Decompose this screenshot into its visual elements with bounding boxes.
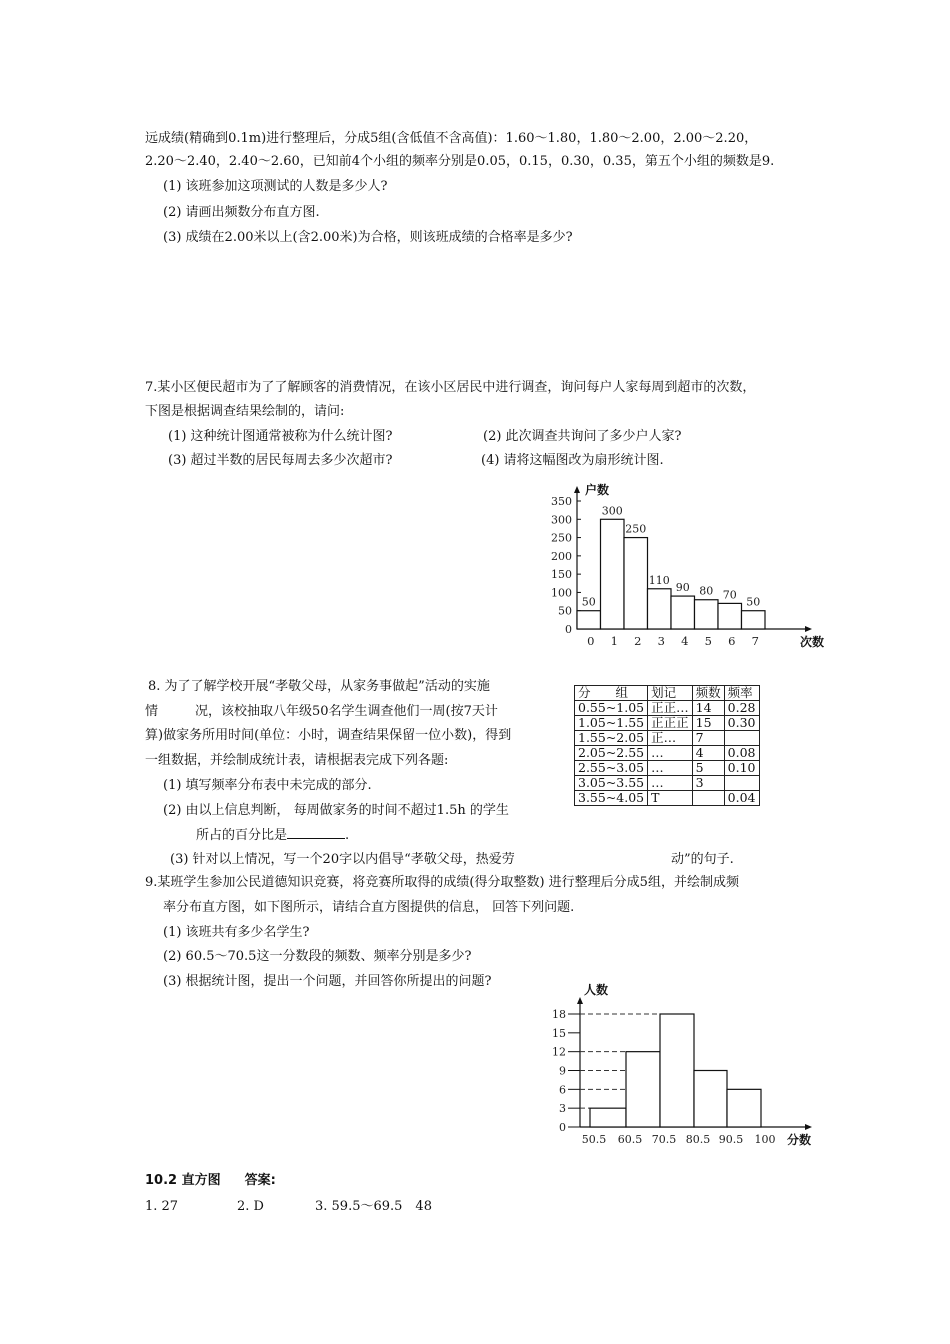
y-axis-arrow (574, 486, 580, 493)
q8-sub2-answer (196, 826, 349, 845)
q7-line1: 7.某小区便民超市为了了解顾客的消费情况，在该小区居民中进行调查，询问每户人家每周到超市的次数， (145, 380, 756, 395)
y-axis-arrow (577, 997, 583, 1004)
answer-3: 3. 59.5～69.5 48 (315, 1199, 432, 1214)
x-tick-label: 0 (587, 634, 595, 648)
x-tick-label: 1 (610, 634, 618, 648)
table-row (575, 776, 760, 791)
table-row (575, 761, 760, 776)
table-header-cell: 划记 (648, 686, 693, 701)
bar (671, 596, 695, 629)
bar-data-label: 80 (699, 584, 714, 598)
table-cell: 0.04 (724, 791, 759, 806)
q8-line1: 8. 为了了解学校开展“孝敬父母，从家务事做起”活动的实施 (148, 679, 490, 694)
y-tick-label: 9 (559, 1064, 566, 1078)
answers-title: 10.2 直方图 (145, 1173, 221, 1188)
table-cell: 14 (692, 701, 724, 716)
q7-sub4: (4) 请将这幅图改为扇形统计图. (481, 453, 664, 468)
y-tick-label: 250 (551, 531, 572, 545)
table-cell: 15 (692, 716, 724, 731)
table-cell: 0.10 (724, 761, 759, 776)
table-cell: 3.55~4.05 (575, 791, 648, 806)
histogram-bar (694, 1071, 727, 1128)
x-tick-label: 5 (704, 634, 712, 648)
q8-line4: 一组数据，并绘制成统计表，请根据表完成下列各题: (145, 753, 449, 768)
table-header-cell: 分 组 (575, 686, 648, 701)
q8-sub2: (2) 由以上信息判断， 每周做家务的时间不超过1.5h 的学生 (163, 803, 509, 818)
table-cell (724, 776, 759, 791)
y-tick-label: 18 (552, 1008, 566, 1021)
y-tick-label: 0 (559, 1121, 566, 1134)
x-tick-label: 7 (751, 634, 759, 648)
x-axis-label: 分数 (787, 1133, 812, 1147)
bar (742, 611, 766, 629)
x-tick-label: 100 (754, 1133, 776, 1146)
q9-sub2: (2) 60.5～70.5这一分数段的频数、频率分别是多少? (163, 949, 472, 964)
x-axis-label: 次数 (800, 635, 825, 649)
table-row (575, 731, 760, 746)
table-cell: 0.55~1.05 (575, 701, 648, 716)
y-tick-label: 150 (551, 568, 572, 582)
table-cell: 1.05~1.55 (575, 716, 648, 731)
frequency-table (574, 685, 760, 806)
bar (624, 538, 648, 629)
q8-sub2b: 所占的百分比是 (196, 828, 288, 843)
bar-data-label: 50 (746, 595, 761, 609)
y-tick-label: 100 (551, 586, 572, 600)
table-row (575, 791, 760, 806)
q6-line2: 2.20～2.40，2.40～2.60，已知前4个小组的频率分别是0.05，0.15，0.30，0.35，第五个小组的频数是9. (145, 154, 775, 169)
table-cell: 正… (648, 731, 693, 746)
q8-sub1: (1) 填写频率分布表中未完成的部分. (163, 778, 372, 793)
table-cell: 7 (692, 731, 724, 746)
x-tick-label: 60.5 (617, 1133, 643, 1146)
q7-sub1: (1) 这种统计图通常被称为什么统计图? (168, 429, 393, 444)
x-tick-label: 90.5 (718, 1133, 744, 1146)
bar-data-label: 250 (625, 522, 647, 536)
bar-data-label: 110 (648, 573, 670, 587)
answer-blank[interactable] (287, 826, 345, 839)
table-header-cell: 频数 (692, 686, 724, 701)
x-tick-label: 4 (681, 634, 689, 648)
bar-data-label: 70 (722, 588, 737, 602)
table-cell: 1.55~2.05 (575, 731, 648, 746)
table-row (575, 701, 760, 716)
q6-sub2: (2) 请画出频数分布直方图. (163, 205, 320, 220)
answer-2: 2. D (237, 1199, 264, 1214)
chart-score-histogram (545, 983, 825, 1155)
y-axis-label: 人数 (584, 983, 609, 997)
q7-line2: 下图是根据调查结果绘制的，请问: (145, 404, 345, 419)
bar (648, 589, 672, 629)
table-cell: 正正正 (648, 716, 693, 731)
table-cell: 2.05~2.55 (575, 746, 648, 761)
y-tick-label: 350 (551, 495, 572, 508)
q7-sub2: (2) 此次调查共询问了多少户人家? (483, 429, 682, 444)
table-cell: 3.05~3.55 (575, 776, 648, 791)
table-cell: T (648, 791, 693, 806)
y-tick-label: 3 (559, 1102, 566, 1116)
q9-line1: 9.某班学生参加公民道德知识竞赛，将竞赛所取得的成绩(得分取整数) 进行整理后分成5组，并绘制成频 (145, 875, 739, 890)
y-tick-label: 0 (565, 623, 572, 636)
q9-sub3: (3) 根据统计图，提出一个问题，并回答你所提出的问题? (163, 974, 492, 989)
x-axis-arrow (805, 1124, 812, 1130)
x-tick-label: 6 (728, 634, 736, 648)
table-header-cell: 频率 (724, 686, 759, 701)
bar-data-label: 50 (581, 595, 596, 609)
x-tick-label: 2 (634, 634, 642, 648)
bar (718, 603, 742, 629)
table-row (575, 746, 760, 761)
table-cell: 3 (692, 776, 724, 791)
y-tick-label: 200 (551, 549, 572, 563)
bar (695, 600, 719, 629)
q8-sub3b: 动”的句子. (671, 852, 734, 867)
q9-sub1: (1) 该班共有多少名学生? (163, 925, 310, 940)
q6-sub3: (3) 成绩在2.00米以上(含2.00米)为合格，则该班成绩的合格率是多少? (163, 230, 573, 245)
chart-household-visits (540, 475, 825, 655)
table-cell: 正正… (648, 701, 693, 716)
table-cell: 0.30 (724, 716, 759, 731)
q8-line2b: 况，该校抽取八年级50名学生调查他们一周(按7天计 (195, 704, 498, 719)
bar-data-label: 300 (601, 504, 623, 518)
table-cell: … (648, 776, 693, 791)
histogram-bar (727, 1089, 761, 1127)
bar-data-label: 90 (675, 581, 690, 595)
table-cell: … (648, 746, 693, 761)
answer-1: 1. 27 (145, 1199, 179, 1214)
x-tick-label: 70.5 (651, 1133, 677, 1146)
x-tick-label: 50.5 (581, 1133, 607, 1146)
table-header-row (575, 686, 760, 701)
table-cell: 0.08 (724, 746, 759, 761)
q6-line1: 远成绩(精确到0.1m)进行整理后，分成5组(含低值不含高值)：1.60～1.80，1.80～2.00，2.00～2.20， (145, 131, 758, 146)
histogram-bar (626, 1052, 660, 1127)
table-cell (692, 791, 724, 806)
histogram-bar (660, 1014, 694, 1127)
q9-line2: 率分布直方图，如下图所示，请结合直方图提供的信息， 回答下列问题. (163, 900, 575, 915)
q6-sub1: (1) 该班参加这项测试的人数是多少人? (163, 179, 388, 194)
q8-line3: 算)做家务所用时间(单位：小时，调查结果保留一位小数)，得到 (145, 728, 512, 743)
table-cell: 4 (692, 746, 724, 761)
bar (601, 519, 625, 629)
x-tick-label: 80.5 (685, 1133, 711, 1146)
y-tick-label: 300 (551, 513, 572, 527)
bar (577, 611, 601, 629)
table-cell: 0.28 (724, 701, 759, 716)
q8-sub3a: (3) 针对以上情况，写一个20字以内倡导“孝敬父母，热爱劳 (170, 852, 515, 867)
y-tick-label: 15 (552, 1026, 566, 1040)
x-axis-arrow (805, 626, 812, 632)
table-cell: 2.55~3.05 (575, 761, 648, 776)
table-row (575, 716, 760, 731)
q8-line2a: 情 (145, 704, 159, 719)
table-cell: 5 (692, 761, 724, 776)
table-cell: … (648, 761, 693, 776)
y-tick-label: 6 (559, 1083, 566, 1097)
x-tick-label: 3 (657, 634, 665, 648)
answers-label: 答案: (244, 1173, 276, 1188)
y-axis-label: 户数 (585, 483, 610, 497)
q7-sub3: (3) 超过半数的居民每周去多少次超市? (168, 453, 393, 468)
table-cell (724, 731, 759, 746)
q8-sub2c: . (345, 828, 350, 843)
y-tick-label: 12 (552, 1045, 566, 1059)
answers-header (145, 1172, 276, 1190)
y-tick-label: 50 (558, 604, 572, 618)
histogram-bar (590, 1108, 626, 1127)
